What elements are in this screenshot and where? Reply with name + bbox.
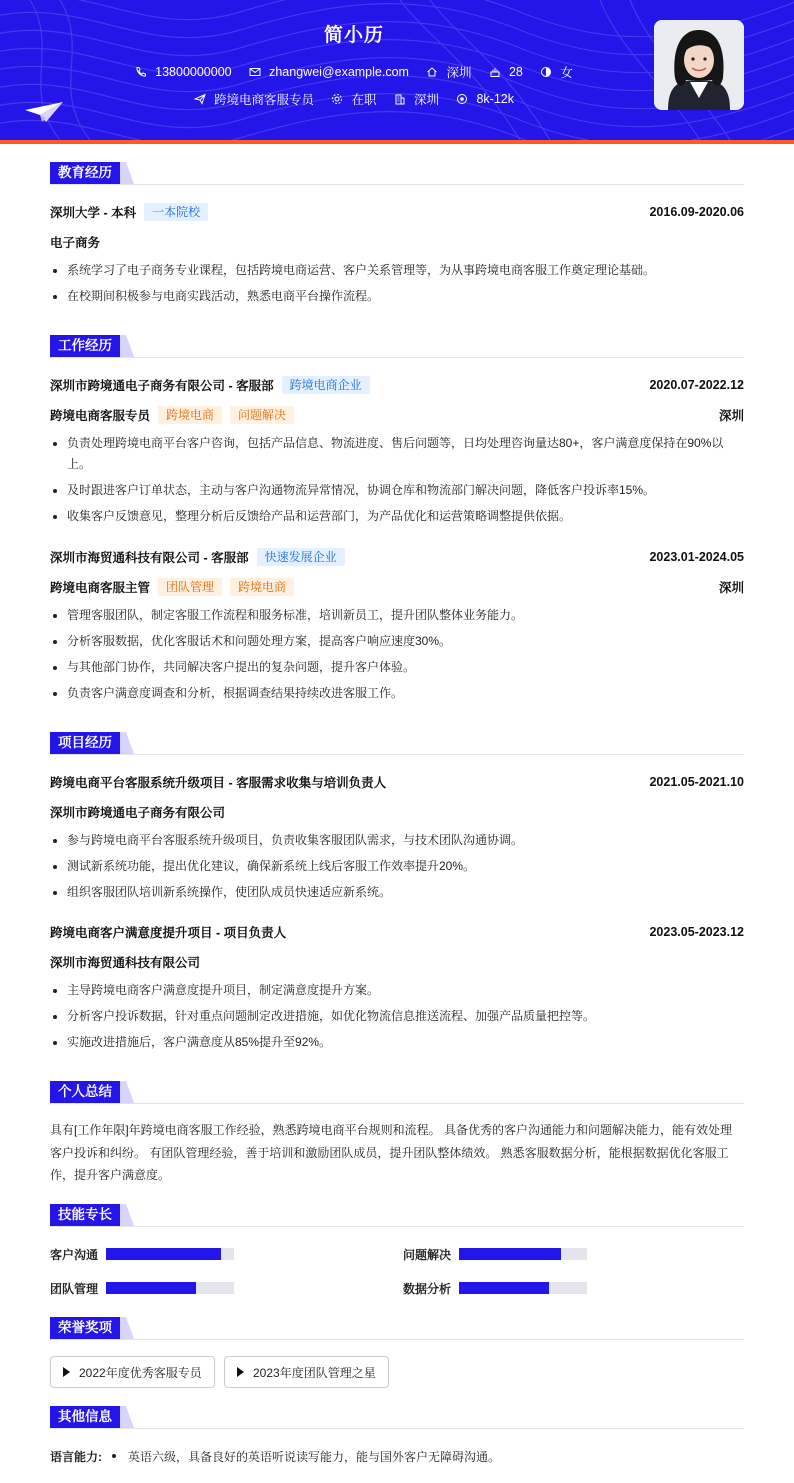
phone-item [135,65,231,79]
list-item: 负责处理跨境电商平台客户咨询，包括产品信息、物流进度、售后问题等，日均处理咨询量达80+，客户满意度保持在90%以上。 [50,433,744,475]
skill-row [403,1246,587,1262]
section-rule [50,1103,744,1104]
section-rule [50,184,744,185]
project-0-bullets [50,830,744,908]
section-rule [50,754,744,755]
send-icon [194,93,206,105]
cake-icon [489,66,501,78]
skill-name: 客户沟通 [50,1247,99,1262]
other-value: 英语六级，具备良好的英语听说读写能力，能与国外客户无障碍沟通。 [128,1449,501,1464]
section-rule [50,1226,744,1227]
gender-item [540,63,573,81]
status-item [331,90,376,108]
honor-badge [50,1356,215,1388]
age-text: 28 [508,65,523,79]
education-bullets [50,260,744,312]
honor-text: 2022年度优秀客服专员 [79,1365,202,1380]
skill-bar [459,1282,587,1294]
gear-icon [331,93,343,105]
list-item: 主导跨境电商客户满意度提升项目，制定满意度提升方案。 [50,980,744,1001]
play-icon [63,1367,70,1377]
gender-text: 女 [560,66,573,80]
header-accent-line [0,140,794,144]
section-title-deco [120,1081,134,1103]
target-city-item [394,90,439,108]
honor-badge [224,1356,389,1388]
mail-icon [249,66,261,78]
skill-name: 团队管理 [50,1281,99,1296]
project-company: 深圳市跨境通电子商务有限公司 [50,806,226,820]
skill-row [50,1280,234,1296]
list-item: 实施改进措施后，客户满意度从85%提升至92%。 [50,1032,744,1053]
project-company: 深圳市海贸通科技有限公司 [50,956,201,970]
list-item: 管理客服团队，制定客服工作流程和服务标准，培训新员工，提升团队整体业务能力。 [50,605,744,626]
list-item: 收集客户反馈意见，整理分析后反馈给产品和运营部门，为产品优化和运营策略调整提供依据。 [50,506,744,527]
skill-bar-fill [106,1248,221,1260]
section-title-summary [50,1081,744,1103]
section-summary [50,1081,744,1103]
section-work [50,335,744,357]
section-title-project [50,732,744,754]
bullet-dot [112,1454,116,1458]
skill-bar [459,1248,587,1260]
age-item [489,65,523,79]
project-1-header [50,922,744,942]
project-0-header [50,772,744,792]
section-label: 项目经历 [50,732,120,754]
building-icon [394,93,406,105]
work-0-role-row [50,405,744,425]
city-text: 深圳 [446,66,472,80]
list-item: 分析客户投诉数据，针对重点问题制定改进措施，如优化物流信息推送流程、加强产品质量把控等。 [50,1006,744,1027]
coin-icon [456,93,468,105]
position-text: 跨境电商客服专员 [213,93,314,107]
section-label: 教育经历 [50,162,120,184]
skill-row [50,1246,234,1262]
work-location: 深圳 [718,581,744,595]
company-tag: 快速发展企业 [257,548,345,566]
project-title: 跨境电商平台客服系统升级项目 - 客服需求收集与培训负责人 [50,776,387,790]
section-rule [50,357,744,358]
honor-text: 2023年度团队管理之星 [253,1365,376,1380]
work-1-bullets [50,605,744,709]
section-label: 其他信息 [50,1406,120,1428]
section-title-skills [50,1204,744,1226]
role-tag: 跨境电商 [230,578,294,596]
profile-photo [654,20,744,110]
other-label: 语言能力: [50,1449,102,1464]
education-major-row [50,232,744,252]
work-1-role-row [50,577,744,597]
work-0-bullets [50,433,744,532]
school-tag: 一本院校 [144,203,208,221]
other-info-row [50,1446,744,1466]
section-title-education [50,162,744,184]
section-title-other [50,1406,744,1428]
city-item [426,63,471,81]
position-item [194,90,314,108]
education-date: 2016.09-2020.06 [649,205,744,219]
company-name: 深圳市跨境通电子商务有限公司 - 客服部 [50,379,274,393]
section-title-honors [50,1317,744,1339]
skill-name: 问题解决 [403,1247,452,1262]
summary-line: 作，提升客户满意度。 [50,1168,171,1182]
phone-icon [135,66,147,78]
section-other [50,1406,744,1428]
role-tag: 跨境电商 [158,406,222,424]
salary-text: 8k-12k [476,92,515,106]
project-date: 2023.05-2023.12 [649,925,744,939]
section-title-deco [120,1406,134,1428]
skill-name: 数据分析 [403,1281,452,1296]
list-item: 组织客服团队培训新系统操作，使团队成员快速适应新系统。 [50,882,744,903]
candidate-name: 简小历 [323,25,384,46]
skill-row [403,1280,587,1296]
section-rule [50,1339,744,1340]
education-header [50,202,744,222]
section-title-work [50,335,744,357]
list-item: 系统学习了电子商务专业课程，包括跨境电商运营、客户关系管理等，为从事跨境电商客服工作奠定理论基础。 [50,260,744,281]
paper-plane-icon [24,100,64,124]
school-name: 深圳大学 - 本科 [50,206,137,220]
project-0-company-row [50,802,744,822]
list-item: 参与跨境电商平台客服系统升级项目，负责收集客服团队需求，与技术团队沟通协调。 [50,830,744,851]
work-date: 2020.07-2022.12 [649,378,744,392]
play-icon [237,1367,244,1377]
avatar-illustration [654,20,744,110]
section-honors [50,1317,744,1339]
company-tag: 跨境电商企业 [282,376,370,394]
skill-bar-fill [106,1282,196,1294]
gender-icon [540,66,552,78]
target-city-text: 深圳 [413,93,439,107]
work-1-header [50,547,744,567]
major-name: 电子商务 [50,236,101,250]
role-name: 跨境电商客服专员 [50,409,151,423]
list-item: 在校期间积极参与电商实践活动，熟悉电商平台操作流程。 [50,286,744,307]
section-label: 荣誉奖项 [50,1317,120,1339]
section-project [50,732,744,754]
skill-bar-fill [459,1282,549,1294]
section-label: 技能专长 [50,1204,120,1226]
section-skills [50,1204,744,1226]
section-title-deco [120,1204,134,1226]
section-education [50,162,744,184]
header-banner [0,0,794,140]
email-item [249,65,409,79]
section-title-deco [120,335,134,357]
section-title-deco [120,732,134,754]
work-location: 深圳 [718,409,744,423]
job-info-row [0,90,708,108]
section-label: 个人总结 [50,1081,120,1103]
section-title-deco [120,1317,134,1339]
skill-bar-fill [459,1248,561,1260]
role-tag: 问题解决 [230,406,294,424]
list-item: 与其他部门协作，共同解决客户提出的复杂问题，提升客户体验。 [50,657,744,678]
list-item: 负责客户满意度调查和分析，根据调查结果持续改进客服工作。 [50,683,744,704]
list-item: 及时跟进客户订单状态，主动与客户沟通物流异常情况，协调仓库和物流部门解决问题，降低客户投诉率15%。 [50,480,744,501]
section-label: 工作经历 [50,335,120,357]
role-tag: 团队管理 [158,578,222,596]
list-item: 分析客服数据，优化客服话术和问题处理方案，提高客户响应速度30%。 [50,631,744,652]
phone-text: 13800000000 [155,65,232,79]
list-item: 测试新系统功能，提出优化建议，确保新系统上线后客服工作效率提升20%。 [50,856,744,877]
role-name: 跨境电商客服主管 [50,581,151,595]
work-date: 2023.01-2024.05 [649,550,744,564]
project-date: 2021.05-2021.10 [649,775,744,789]
project-title: 跨境电商客户满意度提升项目 - 项目负责人 [50,926,287,940]
summary-line: 具有[工作年限]年跨境电商客服工作经验，熟悉跨境电商平台规则和流程。 具备优秀的客户沟通能力和问题解决能力，能有效处理 [50,1123,733,1137]
section-title-deco [120,162,134,184]
project-1-bullets [50,980,744,1058]
status-text: 在职 [351,93,377,107]
skill-bar [106,1282,234,1294]
summary-line: 客户投诉和纠纷。 有团队管理经验，善于培训和激励团队成员，提升团队整体绩效。 熟悉客服数据分析，能根据数据优化客服工 [50,1145,729,1160]
work-0-header [50,375,744,395]
skill-bar [106,1248,234,1260]
salary-item [456,92,514,106]
project-1-company-row [50,952,744,972]
home-icon [426,66,438,78]
section-rule [50,1428,744,1429]
summary-text [50,1119,744,1187]
contact-info-row [0,63,708,81]
email-text: zhangwei@example.com [269,65,409,79]
company-name: 深圳市海贸通科技有限公司 - 客服部 [50,551,249,565]
